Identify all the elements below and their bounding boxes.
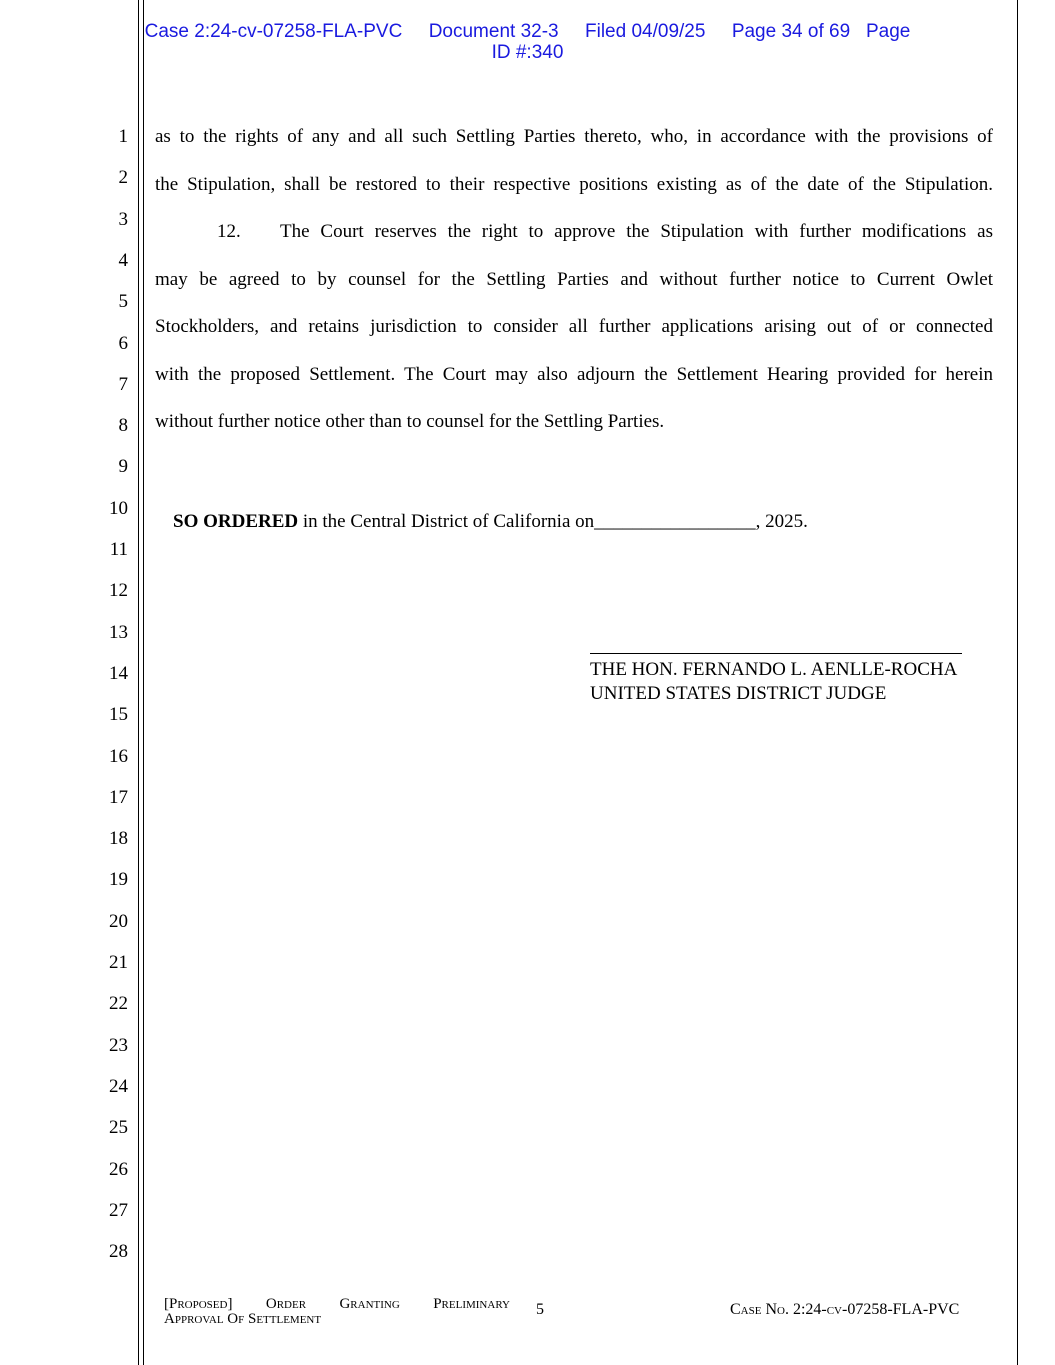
signature-line (590, 653, 962, 654)
line-number: 27 (109, 1199, 128, 1221)
body-line-3: The Court reserves the right to approve the Stipulation with further modifications as (280, 221, 993, 242)
line-number: 17 (109, 786, 128, 808)
line-number: 20 (109, 910, 128, 932)
left-margin-rule-outer (138, 0, 139, 1365)
paragraph-12-number: 12. (217, 221, 241, 242)
line-number: 4 (118, 249, 128, 271)
line-number: 8 (118, 415, 128, 437)
line-number: 19 (109, 869, 128, 891)
line-number: 15 (109, 704, 128, 726)
so-ordered-line (173, 511, 808, 533)
line-number: 6 (118, 332, 128, 354)
body-line-6: with the proposed Settlement. The Court may also adjourn the Settlement Hearing provided for herein (155, 364, 993, 385)
body-line-5: Stockholders, and retains jurisdiction to consider all further applications arising out of or connected (155, 316, 993, 337)
so-ordered-bold: SO ORDERED (173, 511, 299, 532)
body-line-2: the Stipulation, shall be restored to their respective positions existing as of the date of the Stipulation. (155, 174, 993, 195)
line-number: 25 (109, 1117, 128, 1139)
body-line-1: as to the rights of any and all such Settling Parties thereto, who, in accordance with the provisions of (155, 126, 993, 147)
footer-case-number: Case No. 2:24-cv-07258-FLA-PVC (730, 1301, 960, 1318)
line-number: 18 (109, 828, 128, 850)
line-number: 26 (109, 1158, 128, 1180)
body-line-4: may be agreed to by counsel for the Settling Parties and without further notice to Current Owlet (155, 269, 993, 290)
footer-title-line-1: [Proposed] Order Granting Preliminary (164, 1296, 510, 1312)
judge-title: UNITED STATES DISTRICT JUDGE (590, 683, 887, 704)
line-number: 9 (118, 456, 128, 478)
line-number: 5 (118, 291, 128, 313)
line-number: 10 (109, 497, 128, 519)
line-number: 11 (109, 539, 128, 560)
filing-header-line-2: ID #:340 (491, 42, 564, 63)
right-margin-rule (1017, 0, 1018, 1365)
line-number: 2 (118, 167, 128, 189)
line-number: 3 (118, 208, 128, 230)
line-number: 24 (109, 1075, 128, 1097)
line-number: 22 (109, 993, 128, 1015)
filing-header-line-1: Case 2:24-cv-07258-FLA-PVC Document 32-3 Filed 04/09/25 Page 34 of 69 Page (144, 21, 911, 42)
left-margin-rule-inner (143, 0, 144, 1365)
footer-title-line-2: Approval Of Settlement (164, 1311, 322, 1327)
line-number: 13 (109, 621, 128, 643)
line-number: 23 (109, 1034, 128, 1056)
footer-page-number: 5 (536, 1301, 544, 1318)
line-number: 16 (109, 745, 128, 767)
judge-name: THE HON. FERNANDO L. AENLLE-ROCHA (590, 659, 958, 680)
line-number: 21 (109, 952, 128, 973)
line-number: 1 (118, 126, 128, 147)
line-number: 14 (109, 662, 128, 684)
line-number: 7 (118, 373, 128, 395)
footer-document-title (164, 1297, 510, 1327)
line-number: 28 (109, 1241, 128, 1263)
line-number: 12 (109, 580, 128, 602)
body-line-7: without further notice other than to counsel for the Settling Parties. (155, 411, 665, 432)
so-ordered-text: in the Central District of California on_________________, 2025. (298, 511, 808, 532)
